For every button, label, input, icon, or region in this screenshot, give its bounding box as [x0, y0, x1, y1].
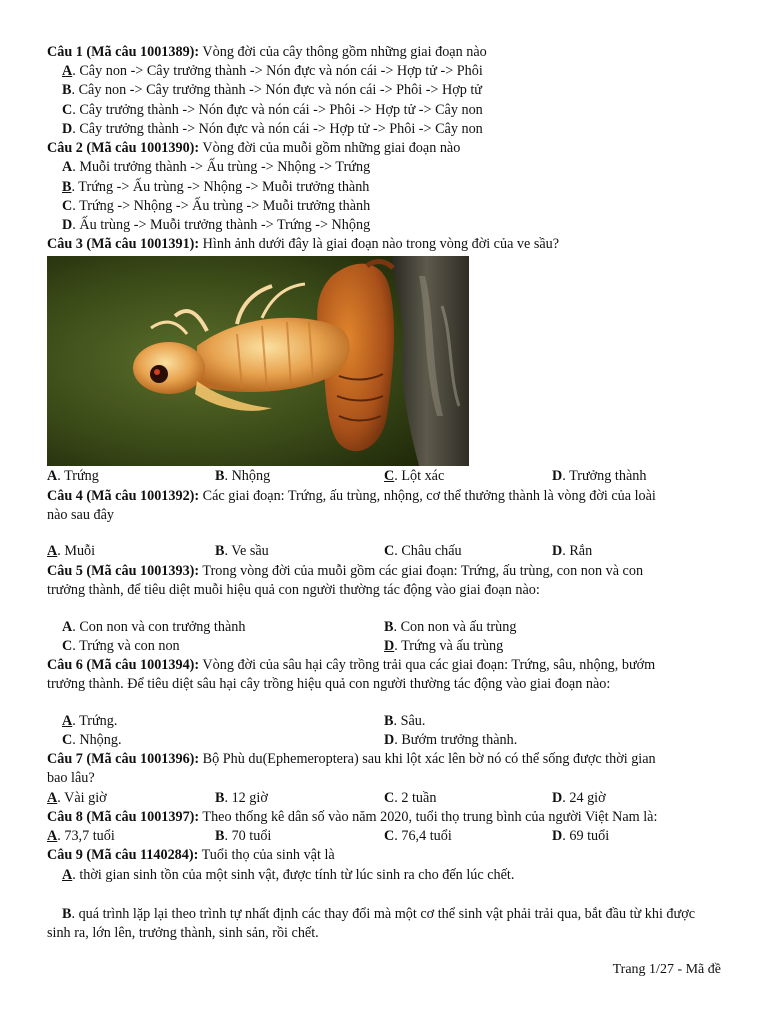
option-letter: B — [62, 179, 72, 195]
option-text: . Ve sầu — [224, 543, 269, 559]
question-6 — [47, 656, 655, 675]
option-letter: A — [47, 468, 58, 484]
option-2b — [62, 178, 369, 197]
cicada-molting-photo — [47, 256, 469, 466]
option-letter: A — [62, 63, 73, 79]
option-letter: D — [384, 638, 395, 654]
option-9a — [62, 866, 514, 885]
option-text: . quá trình lặp lại theo trình tự nhất định các thay đổi mà một cơ thể sinh vật phải trải qua, bắt đầu từ khi được sinh ra, lớn lên, trưởng thành, sinh sản, rồi chết. — [47, 906, 696, 941]
option-text: . Muỗi — [57, 543, 96, 559]
question-text: Bộ Phù du(Ephemeroptera) sau khi lột xác lên bờ nó có thể sống được thời gian — [199, 751, 656, 767]
option-letter: D — [552, 828, 563, 844]
option-letter: A — [62, 713, 73, 729]
option-letter: D — [552, 468, 563, 484]
question-title: Câu 2 (Mã câu 1001390): — [47, 140, 200, 156]
question-7 — [47, 750, 656, 769]
option-letter: D — [384, 732, 395, 748]
question-4-cont: nào sau đây — [47, 507, 114, 523]
option-letter: B — [215, 828, 225, 844]
question-title: Câu 4 (Mã câu 1001392): — [47, 488, 200, 504]
option-letter: A — [47, 828, 58, 844]
option-letter: C — [384, 468, 395, 484]
option-letter: A — [62, 159, 73, 175]
question-text: Vòng đời của muỗi gồm những giai đoạn nào — [199, 140, 461, 156]
option-text: . 12 giờ — [224, 790, 268, 806]
question-text: Hình ảnh dưới đây là giai đoạn nào trong vòng đời của ve sầu? — [199, 236, 560, 252]
option-letter: B — [215, 790, 225, 806]
page-footer: Trang 1/27 - Mã đề — [612, 962, 721, 977]
option-letter: A — [62, 867, 73, 883]
option-text: . Con non và ấu trùng — [393, 619, 517, 635]
option-7d — [552, 789, 606, 808]
option-text: . Lột xác — [394, 468, 445, 484]
option-text: . Nhộng. — [72, 732, 122, 748]
option-letter: C — [384, 828, 395, 844]
option-letter: B — [384, 619, 394, 635]
option-text: . Rắn — [562, 543, 593, 559]
option-letter: C — [384, 543, 395, 559]
option-2d — [62, 216, 370, 235]
option-letter: A — [47, 543, 58, 559]
option-6c — [62, 731, 122, 750]
option-text: . Trứng -> Ấu trùng -> Nhộng -> Muỗi trưởng thành — [71, 179, 370, 195]
option-text: . Trứng — [57, 468, 99, 484]
option-text: . 69 tuổi — [562, 828, 610, 844]
question-title: Câu 3 (Mã câu 1001391): — [47, 236, 200, 252]
option-text: . 24 giờ — [562, 790, 606, 806]
option-text: . 2 tuần — [394, 790, 437, 806]
question-5-cont: trưởng thành, để tiêu diệt muỗi hiệu quả con người thường tác động vào giai đoạn nào: — [47, 582, 540, 598]
option-6d — [384, 731, 517, 750]
option-3d — [552, 467, 646, 486]
option-text: . Trứng. — [72, 713, 118, 729]
option-4c — [384, 542, 462, 561]
option-2a — [62, 158, 370, 177]
option-letter: B — [215, 468, 225, 484]
option-text: . Bướm trưởng thành. — [394, 732, 518, 748]
question-text: Các giai đoạn: Trứng, ấu trùng, nhộng, cơ thể thưởng thành là vòng đời của loài — [199, 488, 656, 504]
question-text: Theo thống kê dân số vào năm 2020, tuổi thọ trung bình của người Việt Nam là: — [199, 809, 658, 825]
question-5 — [47, 562, 643, 581]
option-text: . thời gian sinh tồn của một sinh vật, được tính từ lúc sinh ra cho đến lúc chết. — [72, 867, 515, 883]
option-letter: C — [62, 198, 73, 214]
option-text: . Muỗi trưởng thành -> Ấu trùng -> Nhộng -> Trứng — [72, 159, 371, 175]
option-9b — [47, 905, 719, 943]
question-text: Trong vòng đời của muỗi gồm các giai đoạn: Trứng, ấu trùng, con non và con — [199, 563, 644, 579]
option-text: . Trứng -> Nhộng -> Ấu trùng -> Muỗi trưởng thành — [72, 198, 371, 214]
option-2c — [62, 197, 370, 216]
option-text: . Con non và con trưởng thành — [72, 619, 246, 635]
option-letter: B — [62, 82, 72, 98]
question-7-cont: bao lâu? — [47, 770, 95, 786]
option-text: . Vài giờ — [57, 790, 107, 806]
question-9 — [47, 846, 335, 865]
option-letter: D — [62, 217, 73, 233]
question-title: Câu 6 (Mã câu 1001394): — [47, 657, 200, 673]
option-5a — [62, 618, 245, 637]
option-1a — [62, 62, 483, 81]
option-8b — [215, 827, 271, 846]
option-text: . Trứng và ấu trùng — [394, 638, 504, 654]
option-text: . 76,4 tuổi — [394, 828, 452, 844]
option-1d — [62, 120, 483, 139]
question-text: Vòng đời của sâu hại cây trồng trải qua các giai đoạn: Trứng, sâu, nhộng, bướm — [199, 657, 656, 673]
option-letter: B — [215, 543, 225, 559]
question-3 — [47, 235, 559, 254]
option-text: . Sâu. — [393, 713, 426, 729]
option-text: . 70 tuổi — [224, 828, 272, 844]
option-3a — [47, 467, 99, 486]
option-letter: A — [62, 619, 73, 635]
question-2 — [47, 139, 460, 158]
option-text: . Châu chấu — [394, 543, 462, 559]
option-text: . Cây trưởng thành -> Nón đực và nón cái -> Phôi -> Hợp tử -> Cây non — [72, 102, 483, 118]
question-1 — [47, 43, 487, 62]
question-title: Câu 9 (Mã câu 1140284): — [47, 847, 199, 863]
option-4a — [47, 542, 95, 561]
option-8c — [384, 827, 452, 846]
option-8a — [47, 827, 115, 846]
option-text: . Ấu trùng -> Muỗi trưởng thành -> Trứng -> Nhộng — [72, 217, 371, 233]
option-6a — [62, 712, 117, 731]
option-1c — [62, 101, 483, 120]
question-title: Câu 8 (Mã câu 1001397): — [47, 809, 200, 825]
option-text: . Trứng và con non — [72, 638, 180, 654]
question-title: Câu 1 (Mã câu 1001389): — [47, 44, 200, 60]
question-text: Tuổi thọ của sinh vật là — [198, 847, 335, 863]
question-text: Vòng đời của cây thông gồm những giai đoạn nào — [199, 44, 487, 60]
option-letter: B — [384, 713, 394, 729]
option-8d — [552, 827, 609, 846]
option-7a — [47, 789, 107, 808]
option-text: . Trưởng thành — [562, 468, 647, 484]
question-4 — [47, 487, 656, 506]
option-5c — [62, 637, 180, 656]
option-letter: D — [552, 543, 563, 559]
option-3c — [384, 467, 444, 486]
option-letter: C — [62, 732, 73, 748]
question-title: Câu 7 (Mã câu 1001396): — [47, 751, 200, 767]
option-letter: D — [552, 790, 563, 806]
option-text: . Cây non -> Cây trưởng thành -> Nón đực và nón cái -> Phôi -> Hợp tử — [71, 82, 482, 98]
question-6-cont: trưởng thành. Để tiêu diệt sâu hại cây trồng hiệu quả con người thường tác động vào giai đoạn nào: — [47, 676, 611, 692]
option-text: . 73,7 tuổi — [57, 828, 115, 844]
option-5d — [384, 637, 503, 656]
option-letter: D — [62, 121, 73, 137]
option-text: . Cây non -> Cây trưởng thành -> Nón đực và nón cái -> Hợp tử -> Phôi — [72, 63, 483, 79]
option-text: . Cây trưởng thành -> Nón đực và nón cái -> Hợp tử -> Phôi -> Cây non — [72, 121, 483, 137]
option-4b — [215, 542, 269, 561]
question-8 — [47, 808, 657, 827]
option-5b — [384, 618, 516, 637]
option-7b — [215, 789, 268, 808]
question-title: Câu 5 (Mã câu 1001393): — [47, 563, 200, 579]
option-1b — [62, 81, 482, 100]
option-letter: B — [62, 906, 72, 922]
option-4d — [552, 542, 592, 561]
option-3b — [215, 467, 270, 486]
option-7c — [384, 789, 436, 808]
option-letter: C — [62, 638, 73, 654]
option-letter: C — [62, 102, 73, 118]
option-letter: C — [384, 790, 395, 806]
option-6b — [384, 712, 425, 731]
cicada-illustration — [47, 256, 469, 466]
option-letter: A — [47, 790, 58, 806]
option-text: . Nhộng — [224, 468, 271, 484]
